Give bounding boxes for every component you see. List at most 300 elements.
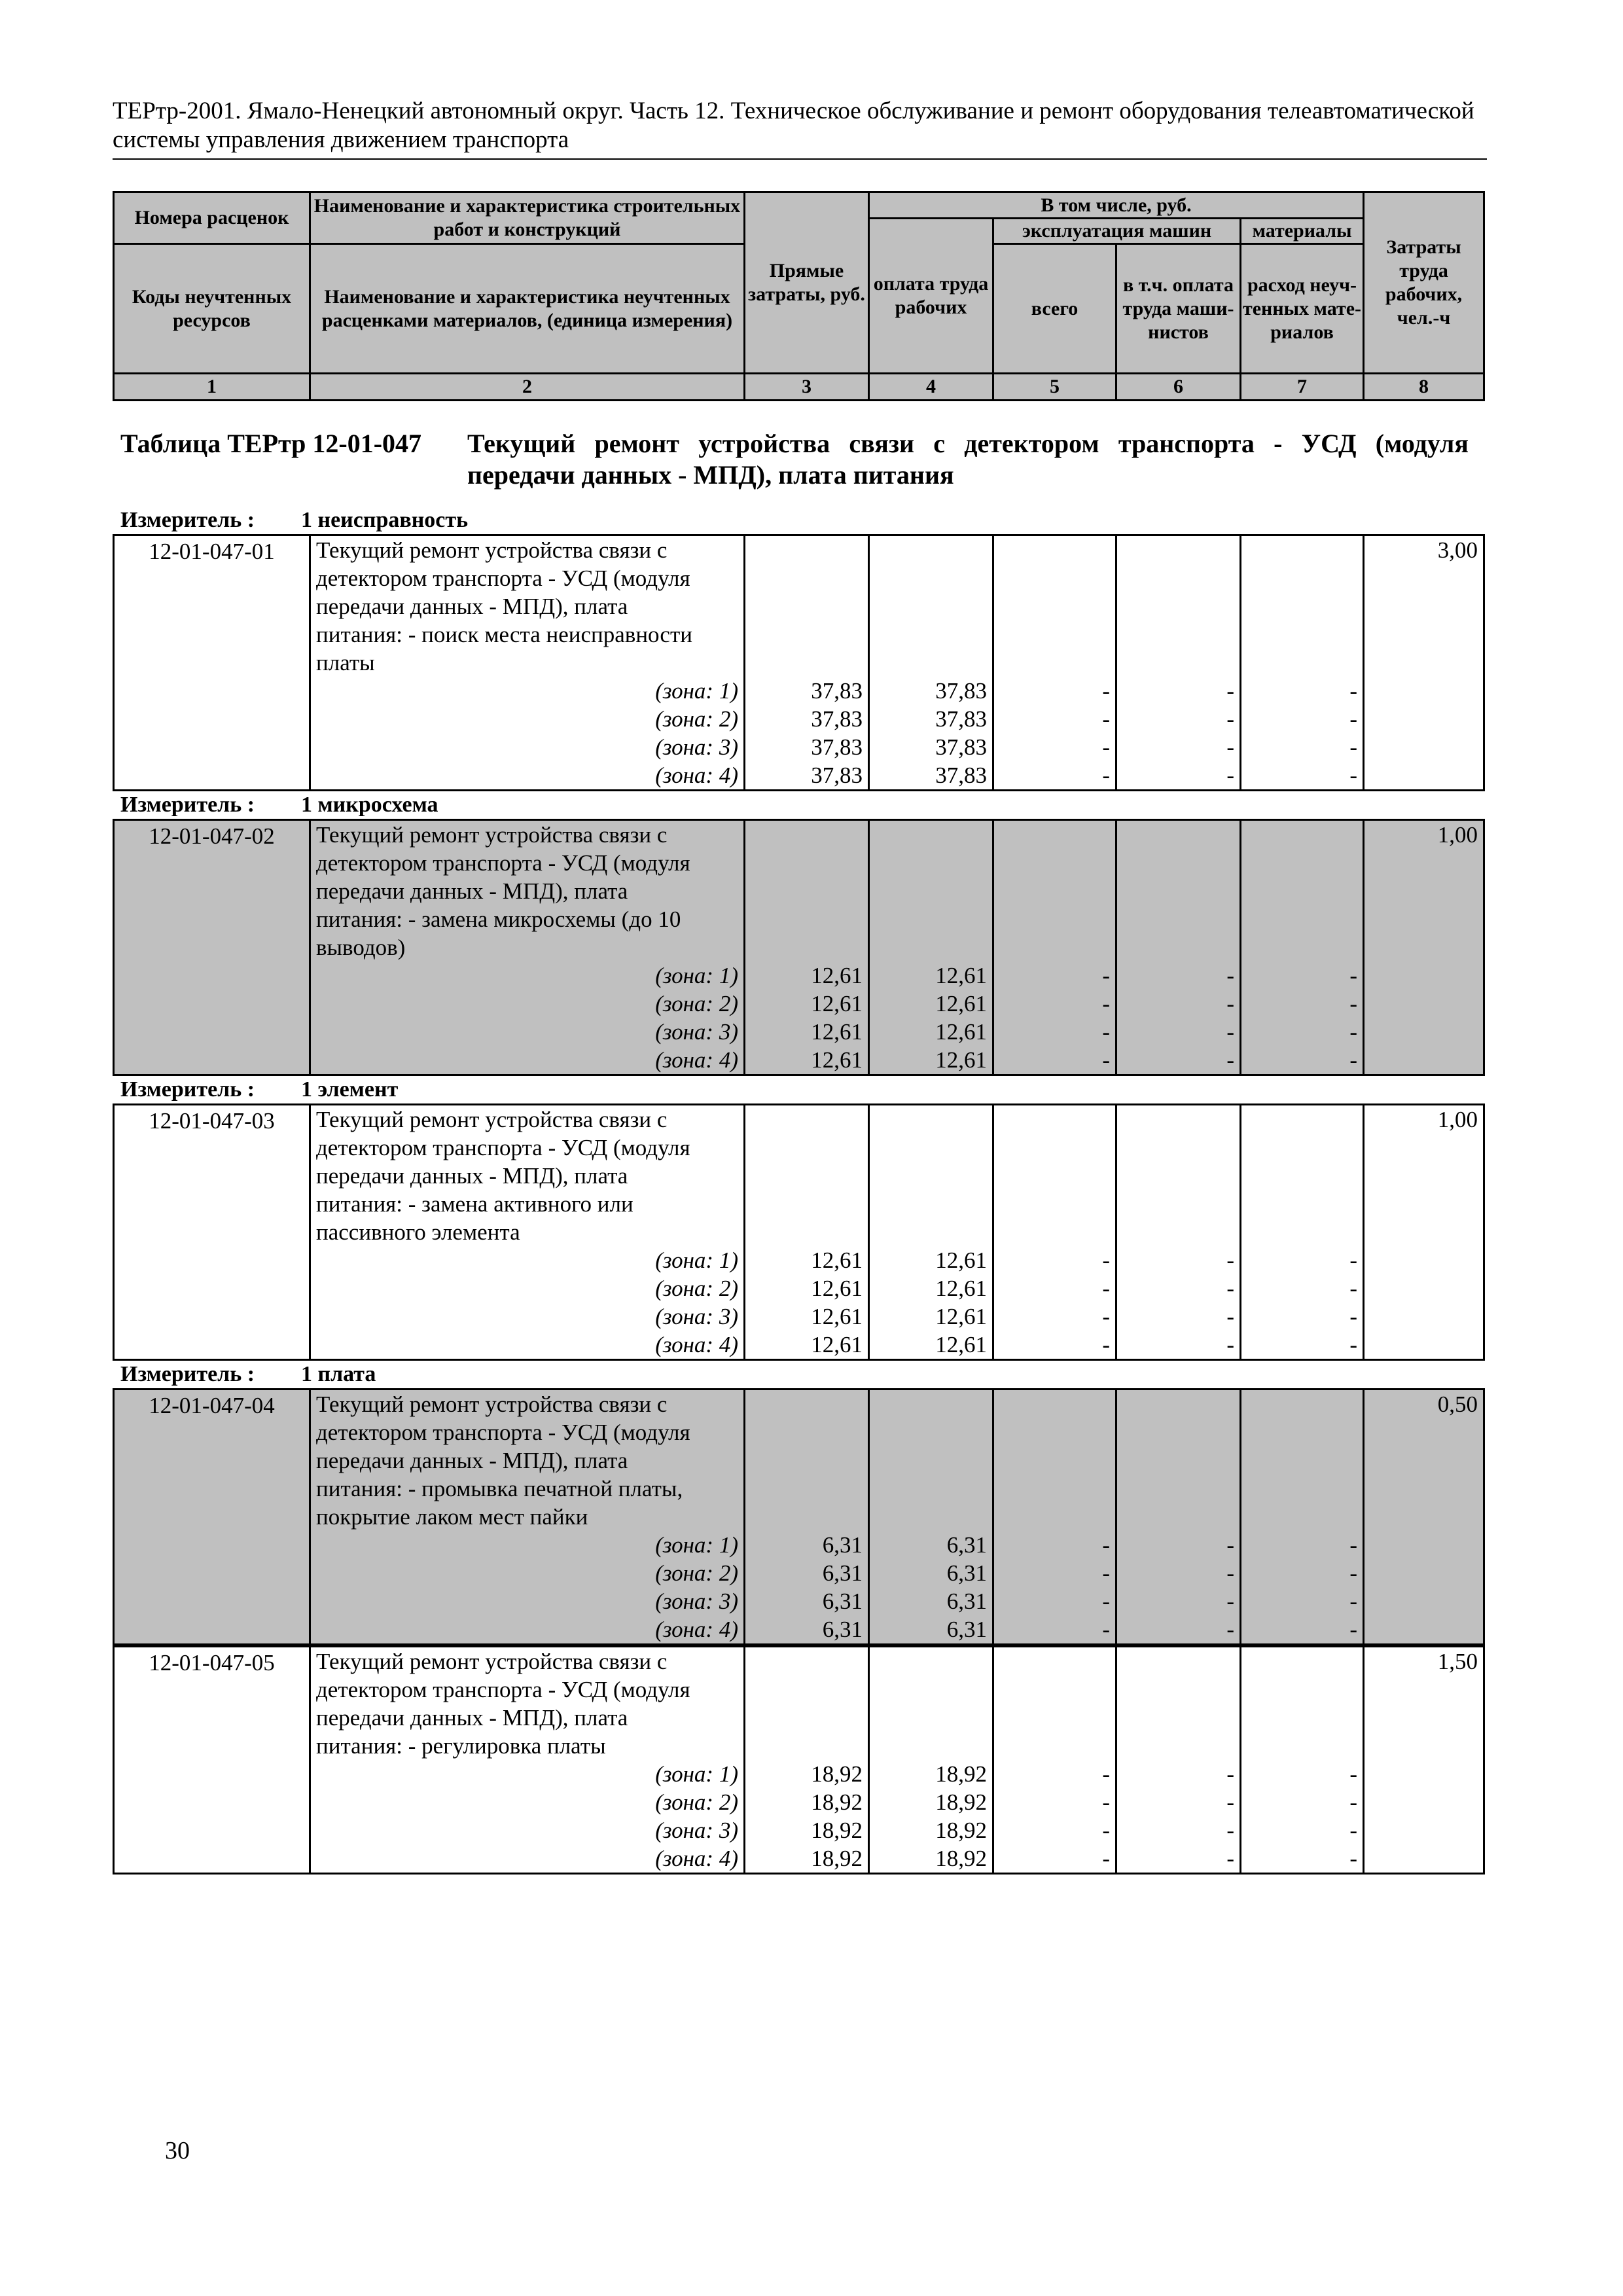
worker-wages-value: 6,31 [946, 1532, 987, 1558]
spacer [751, 821, 863, 849]
labor-cost-cell [1364, 820, 1484, 1075]
measure-label: Измеритель : [120, 793, 255, 817]
rates-body [113, 507, 1483, 1874]
spacer [999, 592, 1110, 620]
materials-value: - [1349, 1846, 1357, 1871]
spacer [875, 1676, 987, 1704]
spacer [1122, 1503, 1234, 1531]
operator-wages-value: - [1226, 991, 1234, 1016]
rate-description-line: питания: - промывка печатной платы, [316, 1476, 683, 1501]
spacer [1122, 1475, 1234, 1503]
spacer [751, 1704, 863, 1732]
direct-cost-value-cell [745, 820, 869, 1075]
spacer [751, 1134, 863, 1162]
spacer [1247, 1475, 1357, 1503]
direct-cost-value: 12,61 [811, 1047, 863, 1073]
spacer [875, 1503, 987, 1531]
labor-cost-cell [1364, 535, 1484, 791]
zone-label: (зона: 3) [655, 1019, 738, 1045]
worker-wages-value-cell [869, 1647, 993, 1874]
col-operator-wages: в т.ч. оплата труда маши-нистов [1116, 244, 1241, 374]
spacer [1122, 592, 1234, 620]
rate-description-line: покрытие лаком мест пайки [316, 1504, 588, 1530]
operator-wages-value: - [1226, 762, 1234, 788]
spacer [1122, 933, 1234, 961]
spacer [1247, 536, 1357, 564]
zone-label: (зона: 3) [655, 1588, 738, 1614]
spacer [875, 649, 987, 677]
spacer [1247, 1732, 1357, 1760]
machines-total-value: - [1102, 1276, 1110, 1301]
spacer [1247, 1218, 1357, 1246]
spacer [1122, 1105, 1234, 1134]
measure-unit: 1 микросхема [301, 793, 438, 817]
zone-label: (зона: 2) [655, 1560, 738, 1586]
spacer [1247, 1105, 1357, 1134]
table-row [114, 1390, 1484, 1645]
table-row [114, 1105, 1484, 1360]
machines-total-value: - [1102, 1532, 1110, 1558]
worker-wages-value: 12,61 [935, 1019, 987, 1045]
rate-description-line: детектором транспорта - УСД (модуля [316, 1677, 690, 1702]
spacer [751, 1162, 863, 1190]
worker-wages-value: 12,61 [935, 1276, 987, 1301]
worker-wages-value-cell [869, 1105, 993, 1360]
operator-wages-value: - [1226, 1560, 1234, 1586]
worker-wages-value: 6,31 [946, 1617, 987, 1642]
spacer [875, 1134, 987, 1162]
zone-label: (зона: 1) [655, 1761, 738, 1787]
rate-description-line: Текущий ремонт устройства связи с [316, 822, 668, 848]
measure-unit: 1 плата [301, 1362, 376, 1386]
operator-wages-value-cell [1116, 820, 1241, 1075]
spacer [999, 905, 1110, 933]
spacer [999, 1218, 1110, 1246]
spacer [751, 1190, 863, 1218]
direct-cost-value: 37,83 [811, 706, 863, 732]
spacer [999, 1446, 1110, 1475]
spacer [875, 1162, 987, 1190]
measure-line [113, 507, 1483, 534]
machines-total-value: - [1102, 1846, 1110, 1871]
worker-wages-value: 37,83 [935, 734, 987, 760]
machines-total-value: - [1102, 734, 1110, 760]
table-code: Таблица ТЕРтр 12-01-047 [120, 429, 422, 458]
operator-wages-value: - [1226, 1588, 1234, 1614]
spacer [1247, 1647, 1357, 1676]
spacer [751, 1446, 863, 1475]
direct-cost-value: 18,92 [811, 1789, 863, 1815]
spacer [1122, 849, 1234, 877]
direct-cost-value: 37,83 [811, 678, 863, 704]
measure-line [113, 791, 1483, 819]
spacer [751, 1218, 863, 1246]
spacer [875, 877, 987, 905]
worker-wages-value: 12,61 [935, 963, 987, 988]
materials-value-cell [1241, 1647, 1364, 1874]
spacer [1247, 1704, 1357, 1732]
machines-total-value-cell [993, 820, 1116, 1075]
spacer [751, 564, 863, 592]
spacer [751, 1647, 863, 1676]
materials-value: - [1349, 762, 1357, 788]
machines-total-value: - [1102, 1789, 1110, 1815]
machines-total-value: - [1102, 1247, 1110, 1273]
table-row [114, 1647, 1484, 1874]
rate-description-line: передачи данных - МПД), плата [316, 1448, 628, 1473]
spacer [1247, 592, 1357, 620]
col-number: 3 [745, 374, 869, 401]
direct-cost-value: 6,31 [822, 1617, 863, 1642]
spacer [875, 592, 987, 620]
rate-description-line: питания: - регулировка платы [316, 1733, 606, 1759]
spacer [1122, 649, 1234, 677]
spacer [1247, 649, 1357, 677]
spacer [1247, 1503, 1357, 1531]
worker-wages-value: 12,61 [935, 1304, 987, 1329]
rate-description-line: питания: - замена микросхемы (до 10 [316, 906, 681, 932]
spacer [1247, 877, 1357, 905]
zone-label: (зона: 4) [655, 1047, 738, 1073]
direct-cost-value-cell [745, 1647, 869, 1874]
rate-description-cell [310, 1647, 745, 1874]
zone-label: (зона: 2) [655, 706, 738, 732]
spacer [999, 1732, 1110, 1760]
worker-wages-value: 12,61 [935, 991, 987, 1016]
direct-cost-value: 12,61 [811, 1019, 863, 1045]
worker-wages-value: 18,92 [935, 1818, 987, 1843]
spacer [999, 536, 1110, 564]
zone-label: (зона: 3) [655, 734, 738, 760]
page-number: 30 [165, 2137, 190, 2164]
zone-label: (зона: 1) [655, 963, 738, 988]
spacer [999, 1134, 1110, 1162]
materials-value: - [1349, 1789, 1357, 1815]
col-unaccounted-materials: расход неуч-тенных мате-риалов [1241, 244, 1364, 374]
rate-description-line: Текущий ремонт устройства связи с [316, 1391, 668, 1417]
spacer [751, 849, 863, 877]
col-machines-total: всего [993, 244, 1116, 374]
spacer [1122, 536, 1234, 564]
measure-unit: 1 неисправность [301, 508, 469, 532]
machines-total-value: - [1102, 1019, 1110, 1045]
rate-description-line: детектором транспорта - УСД (модуля [316, 565, 690, 591]
spacer [751, 536, 863, 564]
rate-description-line: платы [316, 650, 375, 675]
direct-cost-value: 37,83 [811, 734, 863, 760]
worker-wages-value-cell [869, 535, 993, 791]
worker-wages-value: 12,61 [935, 1047, 987, 1073]
table-row [114, 535, 1484, 791]
worker-wages-value: 12,61 [935, 1247, 987, 1273]
operator-wages-value: - [1226, 963, 1234, 988]
col-labor-costs: Затраты труда рабочих, чел.-ч [1364, 192, 1484, 374]
col-number: 6 [1116, 374, 1241, 401]
rate-code: 12-01-047-01 [114, 535, 310, 791]
zone-label: (зона: 2) [655, 1276, 738, 1301]
spacer [1247, 1190, 1357, 1218]
zone-label: (зона: 1) [655, 1532, 738, 1558]
spacer [875, 1218, 987, 1246]
labor-cost-value: 0,50 [1437, 1391, 1478, 1417]
header-rule [113, 158, 1487, 160]
col-group-machines: эксплуатация машин [993, 219, 1241, 244]
machines-total-value: - [1102, 1560, 1110, 1586]
zone-label: (зона: 3) [655, 1818, 738, 1843]
spacer [999, 649, 1110, 677]
spacer [875, 1390, 987, 1418]
direct-cost-value: 12,61 [811, 1332, 863, 1357]
worker-wages-value-cell [869, 820, 993, 1075]
zone-label: (зона: 2) [655, 1789, 738, 1815]
machines-total-value: - [1102, 678, 1110, 704]
labor-cost-value: 1,00 [1437, 1107, 1478, 1132]
rate-table [113, 1103, 1485, 1361]
measure-line [113, 1076, 1483, 1103]
materials-value: - [1349, 1047, 1357, 1073]
operator-wages-value: - [1226, 1617, 1234, 1642]
operator-wages-value: - [1226, 1276, 1234, 1301]
spacer [875, 1475, 987, 1503]
rate-code: 12-01-047-05 [114, 1647, 310, 1874]
rate-description-cell [310, 1390, 745, 1645]
worker-wages-value: 37,83 [935, 678, 987, 704]
rate-code: 12-01-047-02 [114, 820, 310, 1075]
machines-total-value: - [1102, 1617, 1110, 1642]
worker-wages-value: 12,61 [935, 1332, 987, 1357]
zone-label: (зона: 2) [655, 991, 738, 1016]
operator-wages-value-cell [1116, 1390, 1241, 1645]
spacer [999, 1704, 1110, 1732]
machines-total-value: - [1102, 963, 1110, 988]
rate-description-line: детектором транспорта - УСД (модуля [316, 1135, 690, 1160]
materials-value: - [1349, 1019, 1357, 1045]
rate-description-line: детектором транспорта - УСД (модуля [316, 850, 690, 876]
spacer [751, 877, 863, 905]
table-title: Текущий ремонт устройства связи с детектором транспорта - УСД (модуля передачи данных - МПД), плата питания [467, 429, 1469, 490]
col-group-including: В том числе, руб. [869, 192, 1364, 219]
col-number: 5 [993, 374, 1116, 401]
measure-label: Измеритель : [120, 1077, 255, 1102]
materials-value-cell [1241, 1390, 1364, 1645]
spacer [1247, 620, 1357, 649]
materials-value-cell [1241, 820, 1364, 1075]
operator-wages-value: - [1226, 1304, 1234, 1329]
labor-cost-cell [1364, 1105, 1484, 1360]
direct-cost-value: 12,61 [811, 963, 863, 988]
spacer [875, 536, 987, 564]
materials-value: - [1349, 1761, 1357, 1787]
spacer [1122, 821, 1234, 849]
direct-cost-value: 18,92 [811, 1818, 863, 1843]
spacer [999, 1190, 1110, 1218]
worker-wages-value: 37,83 [935, 706, 987, 732]
spacer [1247, 1676, 1357, 1704]
direct-cost-value-cell [745, 1390, 869, 1645]
spacer [1122, 1732, 1234, 1760]
materials-value: - [1349, 706, 1357, 732]
spacer [751, 905, 863, 933]
measure-unit: 1 элемент [301, 1077, 399, 1102]
spacer [875, 1732, 987, 1760]
rate-description-line: передачи данных - МПД), плата [316, 594, 628, 619]
machines-total-value: - [1102, 762, 1110, 788]
spacer [751, 1676, 863, 1704]
measure-line [113, 1361, 1483, 1388]
materials-value: - [1349, 1818, 1357, 1843]
spacer [1247, 1446, 1357, 1475]
materials-value: - [1349, 991, 1357, 1016]
spacer [1247, 1390, 1357, 1418]
direct-cost-value: 37,83 [811, 762, 863, 788]
rate-code: 12-01-047-03 [114, 1105, 310, 1360]
direct-cost-value-cell [745, 535, 869, 791]
direct-cost-value: 18,92 [811, 1761, 863, 1787]
spacer [999, 1418, 1110, 1446]
spacer [1247, 821, 1357, 849]
worker-wages-value: 37,83 [935, 762, 987, 788]
spacer [999, 821, 1110, 849]
materials-value: - [1349, 1276, 1357, 1301]
spacer [751, 1732, 863, 1760]
document-header-title: ТЕРтр-2001. Ямало-Ненецкий автономный округ. Часть 12. Техническое обслуживание и ремонт оборудования телеавтоматической системы управления движением транспорта [113, 98, 1474, 153]
direct-cost-value: 6,31 [822, 1588, 863, 1614]
rate-description-line: питания: - замена активного или [316, 1191, 633, 1217]
spacer [1247, 849, 1357, 877]
labor-cost-value: 1,00 [1437, 822, 1478, 848]
machines-total-value: - [1102, 1047, 1110, 1073]
zone-label: (зона: 4) [655, 1332, 738, 1357]
spacer [1247, 1134, 1357, 1162]
spacer [999, 1162, 1110, 1190]
spacer [875, 933, 987, 961]
worker-wages-value: 18,92 [935, 1846, 987, 1871]
spacer [1122, 1647, 1234, 1676]
operator-wages-value: - [1226, 706, 1234, 732]
spacer [751, 933, 863, 961]
machines-total-value-cell [993, 535, 1116, 791]
spacer [1122, 1134, 1234, 1162]
machines-total-value: - [1102, 1818, 1110, 1843]
spacer [999, 1647, 1110, 1676]
spacer [875, 1190, 987, 1218]
worker-wages-value: 18,92 [935, 1761, 987, 1787]
operator-wages-value: - [1226, 1047, 1234, 1073]
machines-total-value-cell [993, 1390, 1116, 1645]
spacer [751, 1105, 863, 1134]
spacer [999, 933, 1110, 961]
spacer [1247, 564, 1357, 592]
spacer [1122, 1418, 1234, 1446]
rate-description-line: передачи данных - МПД), плата [316, 1705, 628, 1731]
worker-wages-value: 6,31 [946, 1560, 987, 1586]
spacer [875, 821, 987, 849]
labor-cost-cell [1364, 1390, 1484, 1645]
machines-total-value: - [1102, 1761, 1110, 1787]
zone-label: (зона: 4) [655, 1617, 738, 1642]
spacer [751, 1418, 863, 1446]
operator-wages-value: - [1226, 1789, 1234, 1815]
zone-label: (зона: 3) [655, 1304, 738, 1329]
rate-description-line: Текущий ремонт устройства связи с [316, 1107, 668, 1132]
measure-label: Измеритель : [120, 508, 255, 532]
zone-label: (зона: 4) [655, 1846, 738, 1871]
rate-description-cell [310, 1105, 745, 1360]
direct-cost-value: 6,31 [822, 1560, 863, 1586]
zone-label: (зона: 1) [655, 678, 738, 704]
direct-cost-value: 18,92 [811, 1846, 863, 1871]
machines-total-value: - [1102, 1332, 1110, 1357]
col-work-name: Наименование и характеристика строительных работ и конструкций [310, 192, 745, 244]
spacer [875, 1647, 987, 1676]
operator-wages-value-cell [1116, 1105, 1241, 1360]
spacer [1247, 933, 1357, 961]
col-number: 4 [869, 374, 993, 401]
labor-cost-cell [1364, 1647, 1484, 1874]
rate-description-line: Текущий ремонт устройства связи с [316, 537, 668, 563]
materials-value: - [1349, 1617, 1357, 1642]
spacer [751, 1503, 863, 1531]
rate-description-cell [310, 820, 745, 1075]
col-rate-numbers: Номера расценок [114, 192, 310, 244]
operator-wages-value: - [1226, 678, 1234, 704]
rate-description-line: детектором транспорта - УСД (модуля [316, 1420, 690, 1445]
direct-cost-value: 6,31 [822, 1532, 863, 1558]
rate-table [113, 1645, 1485, 1874]
spacer [1122, 1390, 1234, 1418]
spacer [1122, 1704, 1234, 1732]
spacer [1122, 1190, 1234, 1218]
machines-total-value: - [1102, 1304, 1110, 1329]
rate-table [113, 819, 1485, 1076]
materials-value: - [1349, 1247, 1357, 1273]
spacer [875, 564, 987, 592]
spacer [999, 1105, 1110, 1134]
machines-total-value: - [1102, 1588, 1110, 1614]
spacer [1122, 1218, 1234, 1246]
spacer [751, 1475, 863, 1503]
spacer [875, 849, 987, 877]
direct-cost-value: 12,61 [811, 1247, 863, 1273]
zone-label: (зона: 4) [655, 762, 738, 788]
spacer [999, 620, 1110, 649]
spacer [1247, 905, 1357, 933]
spacer [875, 1418, 987, 1446]
materials-value: - [1349, 1304, 1357, 1329]
worker-wages-value: 18,92 [935, 1789, 987, 1815]
spacer [1122, 564, 1234, 592]
spacer [1122, 620, 1234, 649]
materials-value: - [1349, 734, 1357, 760]
operator-wages-value-cell [1116, 535, 1241, 791]
materials-value-cell [1241, 1105, 1364, 1360]
spacer [875, 620, 987, 649]
operator-wages-value: - [1226, 1019, 1234, 1045]
spacer [999, 877, 1110, 905]
materials-value: - [1349, 678, 1357, 704]
rate-description-cell [310, 535, 745, 791]
spacer [751, 649, 863, 677]
spacer [751, 592, 863, 620]
spacer [1122, 877, 1234, 905]
spacer [875, 1105, 987, 1134]
operator-wages-value: - [1226, 1818, 1234, 1843]
measure-label: Измеритель : [120, 1362, 255, 1386]
rate-description-line: передачи данных - МПД), плата [316, 1163, 628, 1189]
spacer [1122, 1446, 1234, 1475]
spacer [999, 1503, 1110, 1531]
materials-value: - [1349, 1588, 1357, 1614]
